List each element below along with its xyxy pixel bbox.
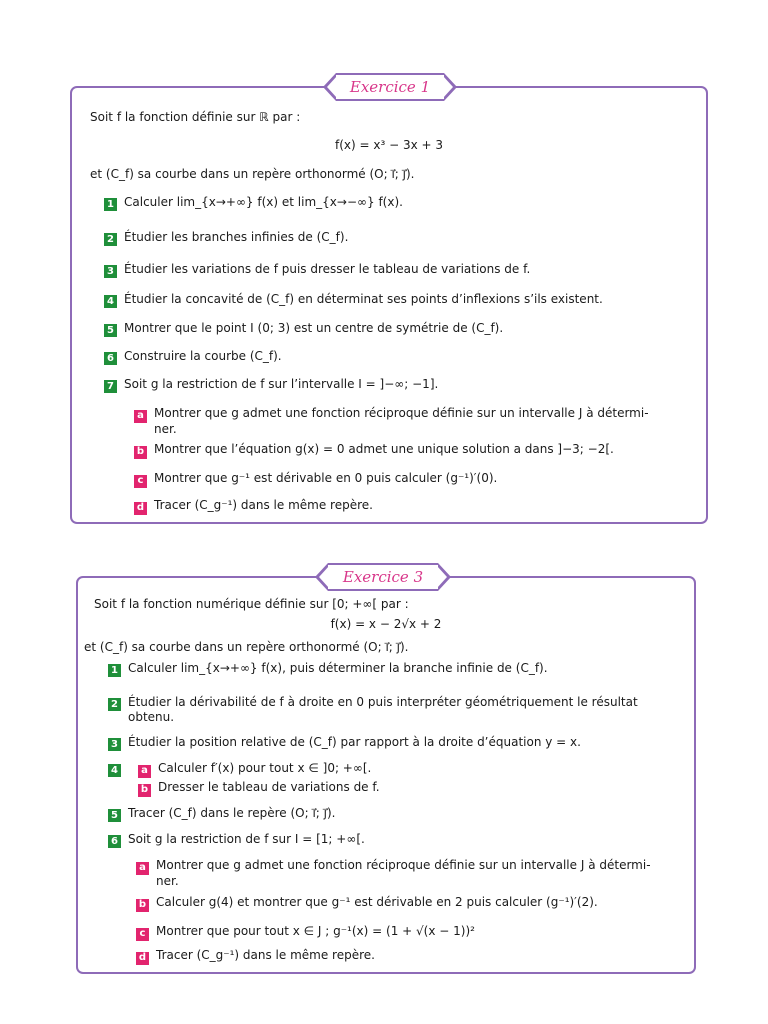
item-number-badge: 1: [108, 664, 121, 677]
ex3-subitem-a-cont: ner.: [156, 874, 179, 888]
ex3-item-4: [108, 761, 128, 777]
item-number-badge: 2: [108, 698, 121, 711]
item-number-badge: 2: [104, 233, 117, 246]
item-number-badge: 7: [104, 380, 117, 393]
exercise-3-title: Exercice 3: [328, 563, 438, 591]
ex3-item-3: 3 Étudier la position relative de (C_f) par rapport à la droite d’équation y = x.: [108, 735, 581, 751]
ex3-formula: f(x) = x − 2√x + 2: [330, 617, 442, 631]
ex3-curve: et (C_f) sa courbe dans un repère orthonormé (O; i⃗; j⃗).: [84, 640, 409, 654]
subitem-letter-badge: b: [134, 446, 147, 459]
item-number-badge: 3: [108, 738, 121, 751]
ex3-subitem-a: a Montrer que g admet une fonction réciproque définie sur un intervalle J à détermi-: [136, 858, 651, 875]
ex1-subitem-a: a Montrer que g admet une fonction réciproque définie sur un intervalle J à détermi-: [134, 406, 649, 423]
ex3-item-4b: b Dresser le tableau de variations de f.: [138, 780, 380, 797]
exercise-1-title: Exercice 1: [336, 73, 444, 101]
ex1-item-6: 6 Construire la courbe (C_f).: [104, 349, 282, 365]
ex3-subitem-c: c Montrer que pour tout x ∈ J ; g⁻¹(x) = (1 + √(x − 1))²: [136, 924, 475, 941]
item-number-badge: 5: [104, 324, 117, 337]
subitem-letter-badge: a: [136, 862, 149, 875]
ex3-item-4a: a Calculer f′(x) pour tout x ∈ ]0; +∞[.: [138, 761, 371, 778]
subitem-letter-badge: a: [138, 765, 151, 778]
item-number-badge: 4: [104, 295, 117, 308]
ex3-intro: Soit f la fonction numérique définie sur [0; +∞[ par :: [94, 597, 409, 611]
ex1-item-2: 2 Étudier les branches infinies de (C_f).: [104, 230, 348, 246]
ex1-item-3: 3 Étudier les variations de f puis dresser le tableau de variations de f.: [104, 262, 530, 278]
subitem-letter-badge: d: [136, 952, 149, 965]
exercise-3-box: [76, 568, 696, 974]
ex1-subitem-d: d Tracer (C_g⁻¹) dans le même repère.: [134, 498, 373, 515]
ex1-intro: Soit f la fonction définie sur ℝ par :: [90, 110, 301, 124]
ex3-item-6: 6 Soit g la restriction de f sur I = [1; +∞[.: [108, 832, 365, 848]
item-number-badge: 6: [104, 352, 117, 365]
subitem-letter-badge: c: [136, 928, 149, 941]
subitem-letter-badge: c: [134, 475, 147, 488]
ex3-item-2-cont: obtenu.: [128, 710, 175, 724]
subitem-letter-badge: a: [134, 410, 147, 423]
item-number-badge: 3: [104, 265, 117, 278]
item-number-badge: 1: [104, 198, 117, 211]
subitem-letter-badge: b: [136, 899, 149, 912]
ex3-subitem-b: b Calculer g(4) et montrer que g⁻¹ est dérivable en 2 puis calculer (g⁻¹)′(2).: [136, 895, 598, 912]
item-number-badge: 6: [108, 835, 121, 848]
ex1-item-1: 1 Calculer lim_{x→+∞} f(x) et lim_{x→−∞} f(x).: [104, 195, 403, 211]
ex1-subitem-c: c Montrer que g⁻¹ est dérivable en 0 puis calculer (g⁻¹)′(0).: [134, 471, 497, 488]
ex1-curve: et (C_f) sa courbe dans un repère orthonormé (O; i⃗; j⃗).: [90, 167, 415, 181]
ex3-item-5: 5 Tracer (C_f) dans le repère (O; i⃗; j⃗).: [108, 806, 335, 822]
ex1-subitem-b: b Montrer que l’équation g(x) = 0 admet une unique solution a dans ]−3; −2[.: [134, 442, 614, 459]
ex1-item-7: 7 Soit g la restriction de f sur l’intervalle I = ]−∞; −1].: [104, 377, 438, 393]
ex3-item-2: 2 Étudier la dérivabilité de f à droite en 0 puis interpréter géométriquement le résultat: [108, 695, 638, 711]
ex1-item-4: 4 Étudier la concavité de (C_f) en déterminat ses points d’inflexions s’ils existent.: [104, 292, 603, 308]
ex3-item-1: 1 Calculer lim_{x→+∞} f(x), puis déterminer la branche infinie de (C_f).: [108, 661, 548, 677]
item-number-badge: 5: [108, 809, 121, 822]
exercise-1-box: [70, 78, 708, 524]
item-number-badge: 4: [108, 764, 121, 777]
subitem-letter-badge: d: [134, 502, 147, 515]
subitem-letter-badge: b: [138, 784, 151, 797]
ex3-subitem-d: d Tracer (C_g⁻¹) dans le même repère.: [136, 948, 375, 965]
ex1-formula: f(x) = x³ − 3x + 3: [334, 138, 444, 152]
ex1-item-5: 5 Montrer que le point I (0; 3) est un centre de symétrie de (C_f).: [104, 321, 503, 337]
ex1-subitem-a-cont: ner.: [154, 422, 177, 436]
